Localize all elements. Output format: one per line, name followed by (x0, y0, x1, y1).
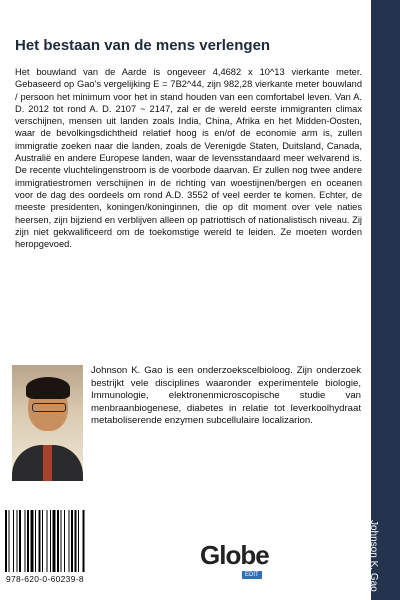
book-title: Het bestaan van de mens verlengen (15, 37, 271, 54)
publisher-name: Globe (200, 540, 269, 570)
isbn-number: 978-620-0-60239-8 (6, 574, 84, 584)
book-spine (371, 0, 400, 600)
blurb-text: Het bouwland van de Aarde is ongeveer 4,4682 x 10^13 vierkante meter. Gebaseerd op Gao's vergelijking E = 7B2^44, zijn 982,28 vierkante meter bouwland / persoon het minimum voor het in stand houden van een comfortabel leven. Van A. D. 2012 tot rond A. D. 2107 ~ 2147, zal er de wereld eerste immigranten climax verschijnen, mensen uit landen zoals India, China, Afrika en het Midden-Oosten, waar de bevolkingsdichtheid relatief hoog is en/of de economie arm is, zullen immigratie zoeken naar die landen, zoals de Verenigde Staten, Duitsland, Canada, Australië en andere Europese landen, waar de levensstandaard meer welvarend is. De recente vluchtelingenstroom is de voorbode daarvan. Er zullen nog twee andere immigratiestromen verschijnen in de richting van woestijnen/bergen en oceanen voor de dag des oordeels om rond A.D. 3552 of veel eerder te komen. Echter, de meeste presidenten, koningen/koninginnen, die op dit moment over vele naties heersen, zijn bijziend en verblijven alleen op patriottisch of nationalistisch niveau. Zij zijn niet gekwalificeerd om de toekomstige wereld te leiden. Ze moeten worden heropgevoed. (15, 67, 362, 250)
author-photo (12, 365, 83, 481)
barcode (3, 510, 111, 572)
publisher-logo (200, 540, 269, 578)
author-bio: Johnson K. Gao is een onderzoekscelbioloog. Zijn onderzoek bestrijkt vele disciplines waaronder experimentele biologie, Immunologie, elektronenmicroscopische studie van menbraanbiogenese, diabetes in relatie tot leverkoolhydraat metaboliserende enzymen subcellulaire localizarion. (91, 365, 361, 427)
spine-author: Johnson K. Gao (368, 520, 379, 592)
publisher-sub: EDIT (242, 571, 262, 579)
